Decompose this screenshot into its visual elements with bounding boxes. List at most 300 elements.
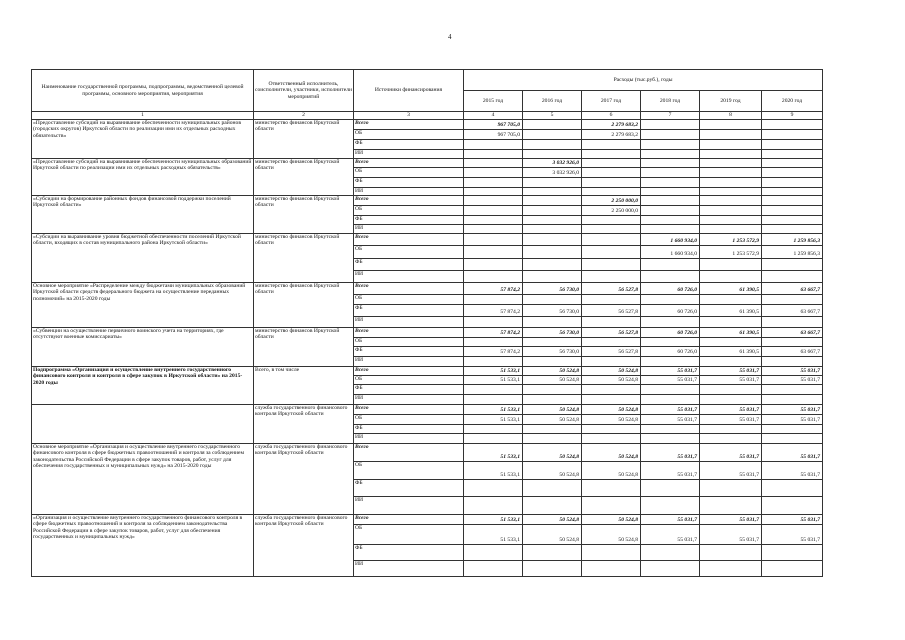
row-value xyxy=(464,433,523,443)
row-value xyxy=(582,177,641,187)
row-value xyxy=(762,384,823,394)
row-source: ОБ xyxy=(354,524,464,544)
row-value xyxy=(582,394,641,404)
table-row xyxy=(32,443,823,461)
row-value xyxy=(582,139,641,149)
row-value: 55 031,7 xyxy=(641,514,700,524)
row-value xyxy=(582,258,641,270)
row-value xyxy=(762,224,823,233)
table-row xyxy=(32,327,823,337)
row-value: 50 524,8 xyxy=(582,414,641,424)
row-value xyxy=(641,544,700,560)
row-value xyxy=(523,316,582,327)
table-row xyxy=(32,282,823,294)
page-number: 4 xyxy=(448,33,452,41)
row-value: 1 253 572,9 xyxy=(700,245,762,258)
row-value: 63 667,7 xyxy=(762,304,823,316)
row-source: ФБ xyxy=(354,424,464,433)
header-executor: Ответственный исполнитель, соисполнители, участники, исполнители мероприятий xyxy=(254,70,354,112)
row-value xyxy=(762,158,823,167)
row-value: 55 031,7 xyxy=(762,514,823,524)
row-value xyxy=(523,205,582,215)
row-value: 60 726,0 xyxy=(641,282,700,294)
row-value xyxy=(641,158,700,167)
row-value xyxy=(641,394,700,404)
row-value xyxy=(464,205,523,215)
row-value xyxy=(523,258,582,270)
row-value: 2 250 000,0 xyxy=(582,205,641,215)
row-source: ФБ xyxy=(354,346,464,356)
row-source: ИИ xyxy=(354,316,464,327)
row-value xyxy=(582,233,641,245)
row-value: 51 533,1 xyxy=(464,524,523,544)
row-value xyxy=(523,544,582,560)
row-name xyxy=(32,404,254,443)
table-row xyxy=(32,195,823,205)
row-value: 51 533,1 xyxy=(464,404,523,414)
row-value xyxy=(700,544,762,560)
row-value: 1 259 856,3 xyxy=(762,233,823,245)
header-year: 2019 год xyxy=(700,91,762,112)
row-value xyxy=(700,337,762,346)
row-value: 50 524,8 xyxy=(582,404,641,414)
row-source: ФБ xyxy=(354,177,464,187)
row-value xyxy=(523,356,582,366)
row-value xyxy=(641,258,700,270)
row-value xyxy=(641,294,700,304)
row-name: «Организация и осуществление внутреннего государственного финансового контроля в сфере бюджетных правоотношений и контроля за соблюдением законодательства Российской Федерации в сфере закупок товаров, работ, услуг для обеспечения государственных и муниципальных нужд» xyxy=(32,514,254,576)
row-value: 51 533,1 xyxy=(464,443,523,461)
row-value: 55 031,7 xyxy=(700,366,762,375)
row-value xyxy=(762,270,823,282)
row-value: 51 533,1 xyxy=(464,461,523,479)
row-value xyxy=(762,496,823,514)
row-value xyxy=(464,560,523,576)
row-executor: министерство финансов Иркутской области xyxy=(254,158,354,195)
row-value: 60 726,0 xyxy=(641,327,700,337)
row-value: 50 524,8 xyxy=(523,514,582,524)
row-value: 61 390,5 xyxy=(700,282,762,294)
row-value xyxy=(523,215,582,224)
table-body xyxy=(32,119,823,576)
row-value xyxy=(523,337,582,346)
row-source: Всего xyxy=(354,443,464,461)
row-source: Всего xyxy=(354,158,464,167)
row-value: 56 527,8 xyxy=(582,304,641,316)
row-value xyxy=(762,544,823,560)
row-value xyxy=(464,424,523,433)
row-value: 50 524,8 xyxy=(523,524,582,544)
row-value xyxy=(641,270,700,282)
row-value xyxy=(523,187,582,195)
row-value xyxy=(700,195,762,205)
row-value xyxy=(762,433,823,443)
row-value: 55 031,7 xyxy=(762,404,823,414)
row-value xyxy=(762,424,823,433)
row-value xyxy=(762,294,823,304)
row-value xyxy=(762,195,823,205)
row-value xyxy=(464,337,523,346)
row-source: ОБ xyxy=(354,294,464,304)
table-row xyxy=(32,233,823,245)
row-value: 50 524,8 xyxy=(523,366,582,375)
row-value: 51 533,1 xyxy=(464,375,523,384)
row-value xyxy=(762,177,823,187)
row-value: 1 259 856,3 xyxy=(762,245,823,258)
row-value xyxy=(700,119,762,129)
row-executor: служба государственного финансового контроля Иркутской области xyxy=(254,514,354,576)
row-value xyxy=(641,119,700,129)
row-value xyxy=(641,316,700,327)
table-row xyxy=(32,514,823,524)
row-source: ОБ xyxy=(354,167,464,177)
row-value: 55 031,7 xyxy=(700,414,762,424)
row-source: Всего xyxy=(354,514,464,524)
row-value xyxy=(523,119,582,129)
row-value: 56 527,8 xyxy=(582,282,641,294)
row-executor: служба государственного финансового контроля Иркутской области xyxy=(254,443,354,514)
row-value xyxy=(762,167,823,177)
row-value xyxy=(762,316,823,327)
row-value: 51 533,1 xyxy=(464,414,523,424)
table-row xyxy=(32,119,823,129)
row-value: 56 527,8 xyxy=(582,346,641,356)
row-value: 50 524,8 xyxy=(523,461,582,479)
row-value xyxy=(700,384,762,394)
row-value xyxy=(464,479,523,496)
row-value: 2 279 683,2 xyxy=(582,129,641,139)
row-executor: Всего, в том числе xyxy=(254,366,354,404)
row-value: 61 390,5 xyxy=(700,346,762,356)
row-value: 50 524,8 xyxy=(523,404,582,414)
row-source: ИИ xyxy=(354,394,464,404)
row-name: Подпрограмма «Организация и осуществление внутреннего государственного финансового контроля и контроля в сфере закупок в Иркутской области» на 2015-2020 годы xyxy=(32,366,254,404)
row-value: 50 524,8 xyxy=(582,375,641,384)
row-value xyxy=(464,177,523,187)
row-name: «Субсидии на формирование районных фондов финансовой поддержки поселений Иркутской области» xyxy=(32,195,254,233)
header-year: 2015 год xyxy=(464,91,523,112)
row-value xyxy=(464,258,523,270)
row-value: 55 031,7 xyxy=(700,443,762,461)
row-source: ФБ xyxy=(354,544,464,560)
row-value xyxy=(762,187,823,195)
row-value xyxy=(464,233,523,245)
column-number: 7 xyxy=(641,112,700,120)
row-source: ОБ xyxy=(354,375,464,384)
row-value xyxy=(523,195,582,205)
row-name: «Субвенции на осуществление первичного воинского учета на территориях, где отсутствуют военные комиссариаты» xyxy=(32,327,254,366)
column-number: 4 xyxy=(464,112,523,120)
row-source: Всего xyxy=(354,282,464,294)
row-executor: министерство финансов Иркутской области xyxy=(254,282,354,327)
row-value xyxy=(582,215,641,224)
row-value xyxy=(523,433,582,443)
row-source: Всего xyxy=(354,195,464,205)
row-value xyxy=(641,496,700,514)
row-value xyxy=(523,270,582,282)
row-value: 50 524,8 xyxy=(523,375,582,384)
row-value xyxy=(641,337,700,346)
row-value: 51 533,1 xyxy=(464,366,523,375)
header-expenses: Расходы (тыс.руб.), годы xyxy=(464,70,823,91)
row-value xyxy=(464,544,523,560)
row-value xyxy=(700,316,762,327)
row-value xyxy=(464,356,523,366)
row-value xyxy=(582,224,641,233)
row-value xyxy=(464,384,523,394)
row-value xyxy=(641,424,700,433)
row-source: ФБ xyxy=(354,258,464,270)
row-value xyxy=(582,294,641,304)
row-value xyxy=(464,394,523,404)
row-value xyxy=(762,149,823,158)
row-value xyxy=(582,316,641,327)
row-value xyxy=(523,245,582,258)
row-value xyxy=(641,479,700,496)
row-value xyxy=(523,496,582,514)
row-value xyxy=(523,149,582,158)
row-value xyxy=(582,167,641,177)
row-source: ОБ xyxy=(354,414,464,424)
row-value xyxy=(523,424,582,433)
row-value: 61 390,5 xyxy=(700,304,762,316)
row-value xyxy=(582,433,641,443)
column-number: 5 xyxy=(523,112,582,120)
row-value: 55 031,7 xyxy=(641,443,700,461)
row-value: 55 031,7 xyxy=(700,524,762,544)
row-value xyxy=(641,129,700,139)
row-value xyxy=(700,224,762,233)
row-value: 2 279 683,2 xyxy=(582,119,641,129)
row-value: 55 031,7 xyxy=(641,461,700,479)
row-value: 2 250 000,0 xyxy=(582,195,641,205)
row-value xyxy=(582,270,641,282)
row-value xyxy=(464,139,523,149)
row-value xyxy=(582,424,641,433)
row-value: 63 667,7 xyxy=(762,327,823,337)
row-value xyxy=(700,560,762,576)
row-value: 60 726,0 xyxy=(641,346,700,356)
row-name: «Предоставление субсидий на выравнивание обеспеченности муниципальных районов (городских округов) Иркутской области по реализации ими их отдельных расходных обязательств» xyxy=(32,119,254,158)
row-value xyxy=(641,205,700,215)
row-value xyxy=(762,337,823,346)
row-value xyxy=(464,149,523,158)
row-value xyxy=(464,158,523,167)
row-value xyxy=(700,424,762,433)
row-value xyxy=(700,177,762,187)
row-value xyxy=(641,224,700,233)
row-value xyxy=(700,205,762,215)
row-value xyxy=(582,187,641,195)
row-value xyxy=(523,177,582,187)
row-value xyxy=(641,433,700,443)
header-name: Наименование государственной программы, подпрограммы, ведомственной целевой программы, основного мероприятия, мероприятия xyxy=(32,70,254,112)
row-value xyxy=(762,479,823,496)
row-value xyxy=(700,187,762,195)
row-executor: министерство финансов Иркутской области xyxy=(254,327,354,366)
row-value xyxy=(762,560,823,576)
row-value xyxy=(641,177,700,187)
row-value: 55 031,7 xyxy=(700,514,762,524)
row-value: 50 524,8 xyxy=(582,443,641,461)
row-source: ИИ xyxy=(354,149,464,158)
row-value xyxy=(464,187,523,195)
row-value: 55 031,7 xyxy=(700,404,762,414)
header-year: 2018 год xyxy=(641,91,700,112)
row-value xyxy=(582,560,641,576)
row-value: 56 730,0 xyxy=(523,304,582,316)
column-number: 6 xyxy=(582,112,641,120)
row-value xyxy=(641,187,700,195)
table-row xyxy=(32,404,823,414)
row-value xyxy=(700,149,762,158)
row-value xyxy=(762,258,823,270)
row-source: ИИ xyxy=(354,224,464,233)
row-value xyxy=(641,167,700,177)
row-value xyxy=(641,356,700,366)
row-source: Всего xyxy=(354,233,464,245)
row-source: ИИ xyxy=(354,433,464,443)
row-value xyxy=(641,149,700,158)
row-value: 967 705,0 xyxy=(464,119,523,129)
row-value xyxy=(523,384,582,394)
row-source: ИИ xyxy=(354,356,464,366)
row-value: 55 031,7 xyxy=(700,375,762,384)
row-value xyxy=(700,356,762,366)
column-number: 2 xyxy=(254,112,354,120)
row-value xyxy=(582,245,641,258)
row-value xyxy=(700,158,762,167)
row-value: 63 667,7 xyxy=(762,282,823,294)
row-value xyxy=(762,129,823,139)
row-value: 50 524,8 xyxy=(582,366,641,375)
row-value: 50 524,8 xyxy=(523,443,582,461)
row-value xyxy=(523,233,582,245)
row-value xyxy=(464,294,523,304)
row-value: 3 032 926,0 xyxy=(523,158,582,167)
expenses-table xyxy=(31,69,823,577)
row-value xyxy=(464,270,523,282)
row-executor: министерство финансов Иркутской области xyxy=(254,233,354,282)
row-value xyxy=(582,149,641,158)
table-row xyxy=(32,158,823,167)
row-value xyxy=(582,479,641,496)
row-value xyxy=(700,433,762,443)
row-value: 1 660 934,0 xyxy=(641,245,700,258)
row-source: ИИ xyxy=(354,496,464,514)
row-value xyxy=(762,205,823,215)
row-value: 56 527,8 xyxy=(582,327,641,337)
row-value xyxy=(641,195,700,205)
row-value xyxy=(523,224,582,233)
row-value xyxy=(582,384,641,394)
row-value: 57 874,2 xyxy=(464,346,523,356)
row-value: 63 667,7 xyxy=(762,346,823,356)
row-source: ОБ xyxy=(354,337,464,346)
row-value: 55 031,7 xyxy=(641,375,700,384)
header-year: 2016 год xyxy=(523,91,582,112)
row-value: 55 031,7 xyxy=(762,414,823,424)
row-name: «Предоставление субсидий на выравнивание обеспеченности муниципальных образований Иркутской области по реализации ими их отдельных расходных обязательств» xyxy=(32,158,254,195)
row-value: 57 874,2 xyxy=(464,327,523,337)
row-value xyxy=(464,316,523,327)
row-value: 56 730,0 xyxy=(523,282,582,294)
row-value xyxy=(700,394,762,404)
row-value: 55 031,7 xyxy=(762,524,823,544)
row-source: Всего xyxy=(354,366,464,375)
row-source: ИИ xyxy=(354,560,464,576)
row-value: 55 031,7 xyxy=(641,404,700,414)
row-value xyxy=(700,294,762,304)
header-year: 2020 год xyxy=(762,91,823,112)
row-value: 50 524,8 xyxy=(582,461,641,479)
row-source: ФБ xyxy=(354,479,464,496)
row-value: 1 253 572,9 xyxy=(700,233,762,245)
row-value xyxy=(762,139,823,149)
row-value: 55 031,7 xyxy=(700,461,762,479)
row-value xyxy=(523,479,582,496)
row-value: 3 032 926,0 xyxy=(523,167,582,177)
row-value xyxy=(700,496,762,514)
row-value xyxy=(582,496,641,514)
row-value xyxy=(762,394,823,404)
column-number: 8 xyxy=(700,112,762,120)
row-source: ФБ xyxy=(354,384,464,394)
row-value: 55 031,7 xyxy=(641,414,700,424)
row-value xyxy=(700,258,762,270)
row-value: 55 031,7 xyxy=(762,443,823,461)
row-value xyxy=(641,139,700,149)
row-value xyxy=(523,394,582,404)
row-value xyxy=(582,158,641,167)
column-number: 1 xyxy=(32,112,254,120)
row-value xyxy=(700,479,762,496)
row-value xyxy=(582,356,641,366)
row-value: 60 726,0 xyxy=(641,304,700,316)
row-source: ФБ xyxy=(354,139,464,149)
row-value xyxy=(762,356,823,366)
table-row xyxy=(32,366,823,375)
row-source: ИИ xyxy=(354,187,464,195)
row-value xyxy=(762,215,823,224)
row-name: «Субсидии на выравнивание уровня бюджетной обеспеченности поселений Иркутской области, входящих в состав муниципального района Иркутской области» xyxy=(32,233,254,282)
row-value: 56 730,0 xyxy=(523,346,582,356)
row-value: 56 730,0 xyxy=(523,327,582,337)
row-source: ОБ xyxy=(354,129,464,139)
row-name: Основное мероприятие «Распределение между бюджетами муниципальных образований Иркутской области средств федерального бюджета на осуществление переданных полномочий» на 2015-2020 годы xyxy=(32,282,254,327)
row-executor: министерство финансов Иркутской области xyxy=(254,119,354,158)
row-value: 50 524,8 xyxy=(582,524,641,544)
row-value xyxy=(641,560,700,576)
row-source: Всего xyxy=(354,404,464,414)
column-number: 9 xyxy=(762,112,823,120)
row-source: ФБ xyxy=(354,215,464,224)
row-value xyxy=(464,224,523,233)
row-value xyxy=(464,195,523,205)
row-value xyxy=(700,270,762,282)
row-value: 57 874,2 xyxy=(464,304,523,316)
row-value xyxy=(523,129,582,139)
row-value: 51 533,1 xyxy=(464,514,523,524)
row-value: 61 390,5 xyxy=(700,327,762,337)
row-value: 1 660 934,0 xyxy=(641,233,700,245)
row-value xyxy=(700,167,762,177)
row-value xyxy=(582,544,641,560)
row-value: 55 031,7 xyxy=(641,366,700,375)
row-value: 55 031,7 xyxy=(762,375,823,384)
row-executor: служба государственного финансового контроля Иркутской области xyxy=(254,404,354,443)
row-source: Всего xyxy=(354,119,464,129)
